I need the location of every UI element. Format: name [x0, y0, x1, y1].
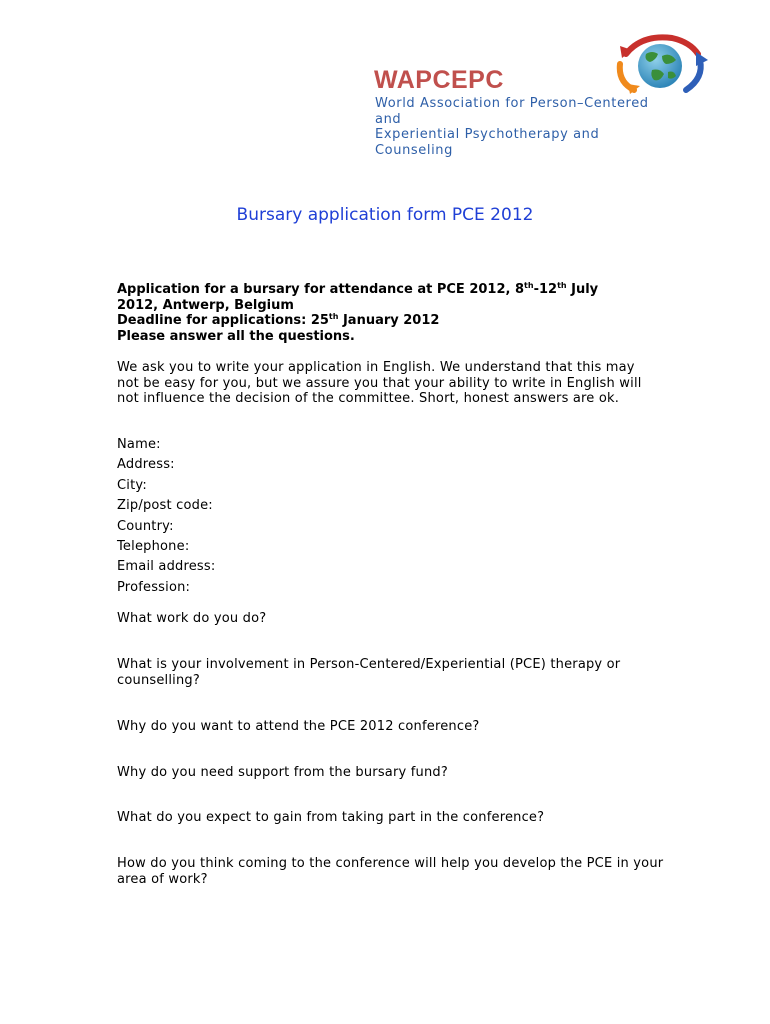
intro-text: January 2012: [338, 313, 440, 329]
question: What do you expect to gain from taking part in the conference?: [117, 810, 545, 825]
question: Why do you need support from the bursary fund?: [117, 765, 448, 780]
field-label-country: Country:: [117, 518, 174, 534]
superscript: th: [557, 281, 567, 290]
field-label-address: Address:: [117, 457, 175, 473]
org-line: World Association for Person–Centered: [375, 96, 649, 111]
field-label-profession: Profession:: [117, 579, 191, 595]
org-line: and: [375, 111, 402, 127]
deadline-line: [117, 313, 677, 329]
org-line: Experiential Psychotherapy and: [375, 127, 600, 142]
superscript: th: [328, 312, 339, 322]
superscript: th: [524, 281, 534, 290]
logo-title: WAPCEPC: [374, 66, 504, 94]
organization-name: [375, 96, 685, 158]
org-line: Counseling: [375, 142, 453, 158]
intro-line-1: [117, 282, 677, 298]
question: What work do you do?: [117, 611, 267, 626]
intro-block: [117, 282, 677, 344]
field-label-email: Email address:: [117, 559, 216, 575]
intro-text: Deadline for applications: 25: [117, 313, 329, 329]
instructions-paragraph: We ask you to write your application in English. We understand that this may not be easy for you, but we assure you that your ability to write in English will not influence the decision of the committee. Short, honest answers are ok.: [117, 360, 642, 407]
question: What is your involvement in Person-Centered/Experiential (PCE) therapy or counselling?: [117, 657, 621, 688]
intro-text: -12: [533, 282, 558, 297]
globe-logo-icon: [612, 34, 708, 96]
field-label-city: City:: [117, 477, 147, 493]
intro-line-2: 2012, Antwerp, Belgium: [117, 297, 294, 313]
question: How do you think coming to the conference will help you develop the PCE in your area of work?: [117, 856, 664, 887]
form-title: Bursary application form PCE 2012: [236, 205, 534, 225]
field-list: [117, 436, 215, 599]
intro-text: July: [566, 282, 599, 297]
field-label-name: Name:: [117, 437, 161, 452]
intro-text: Application for a bursary for attendance at PCE 2012, 8: [117, 282, 525, 297]
question: Why do you want to attend the PCE 2012 conference?: [117, 719, 480, 734]
field-label-telephone: Telephone:: [117, 538, 190, 554]
field-label-zip: Zip/post code:: [117, 498, 213, 514]
instruction-line: Please answer all the questions.: [117, 328, 355, 344]
